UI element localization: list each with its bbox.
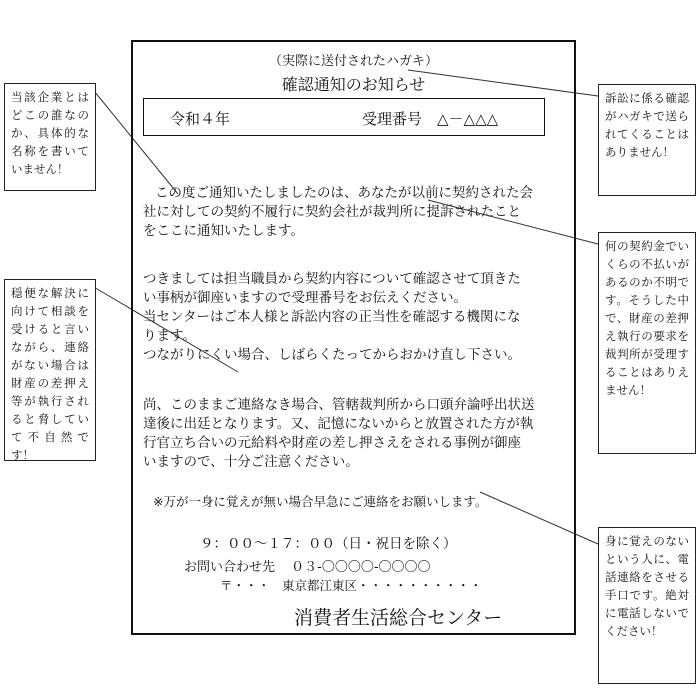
comment-right-bottom: 身に覚えのないという人に、電話連絡をさせる手口です。絶対に電話しないでください！ [598,527,696,684]
comment-left-top: 当該企業とはどこの誰なのか、具体的な名称を書いていません！ [4,83,96,191]
postcard-title: 確認通知のお知らせ [281,75,426,94]
warning-note: ※万が一身に覚えが無い場合早急にご連絡をお願いします。 [153,494,488,509]
business-hours: ９：００～１７：００（日・祝日を除く） [200,536,457,552]
paragraph-line: この度ご通知いたしましたのは、あなたが以前に契約された会 [155,185,533,201]
date-reiwa: 令和４年 [170,110,231,128]
paragraph-3 [143,396,573,472]
contact-label: お問い合わせ先 [184,560,276,575]
paragraph-line: い事柄が御座いますので受理番号をお伝えください。 [143,290,467,306]
comment-right-top: 訴訟に係る確認がハガキで送られてくることはありません！ [598,84,696,196]
paragraph-2 [143,270,573,365]
paragraph-line: をここに通知いたします。 [143,223,304,239]
address-line [220,576,482,594]
paragraph-line: 社に対しての契約不履行に契約会社が裁判所に提訴されたこと [143,204,521,220]
comment-right-middle: 何の契約金でいくらの不払いがあるのか不明です。そうした中で、財産の差押え執行の要求を裁判所が受理することはありえません！ [598,232,696,454]
contact-number: ０３-〇〇〇〇-〇〇〇〇 [291,560,431,575]
address-prefix: 〒・・・ [220,578,271,593]
paragraph-line: 当センターはご本人様と訴訟内容の正当性を確認する機関にな [143,309,521,325]
paragraph-1 [143,184,573,241]
paragraph-line: 尚、このままご連絡なき場合、管轄裁判所から口頭弁論呼出状送 [143,397,535,413]
paragraph-line: いますので、十分ご注意ください。 [143,454,359,470]
paragraph-line: 行官立ち合いの元給料や財産の差し押さえをされる事例が御座 [143,435,521,451]
reception-number: 受理番号 △－△△△ [362,110,499,128]
address-text: 東京都江東区・・・・・・・・・・ [282,578,483,593]
organization-name: 消費者生活総合センター [294,607,503,629]
postcard-subtitle: （実際に送付されたハガキ） [268,54,438,69]
paragraph-line: ります。 [143,328,196,344]
paragraph-line: つきましては担当職員から契約内容について確認させて頂きた [143,271,521,287]
paragraph-line: 達後に出廷となります。又、記憶にないからと放置された方が執 [143,416,534,432]
paragraph-line: つながりにくい場合、しばらくたってからおかけ直し下さい。 [143,347,521,363]
comment-left-middle: 穏便な解決に向けて相談を受けると言いながら、連絡がない場合は財産の差押え等が執行されると脅していて不自然です！ [4,279,96,461]
contact-line [184,556,431,575]
